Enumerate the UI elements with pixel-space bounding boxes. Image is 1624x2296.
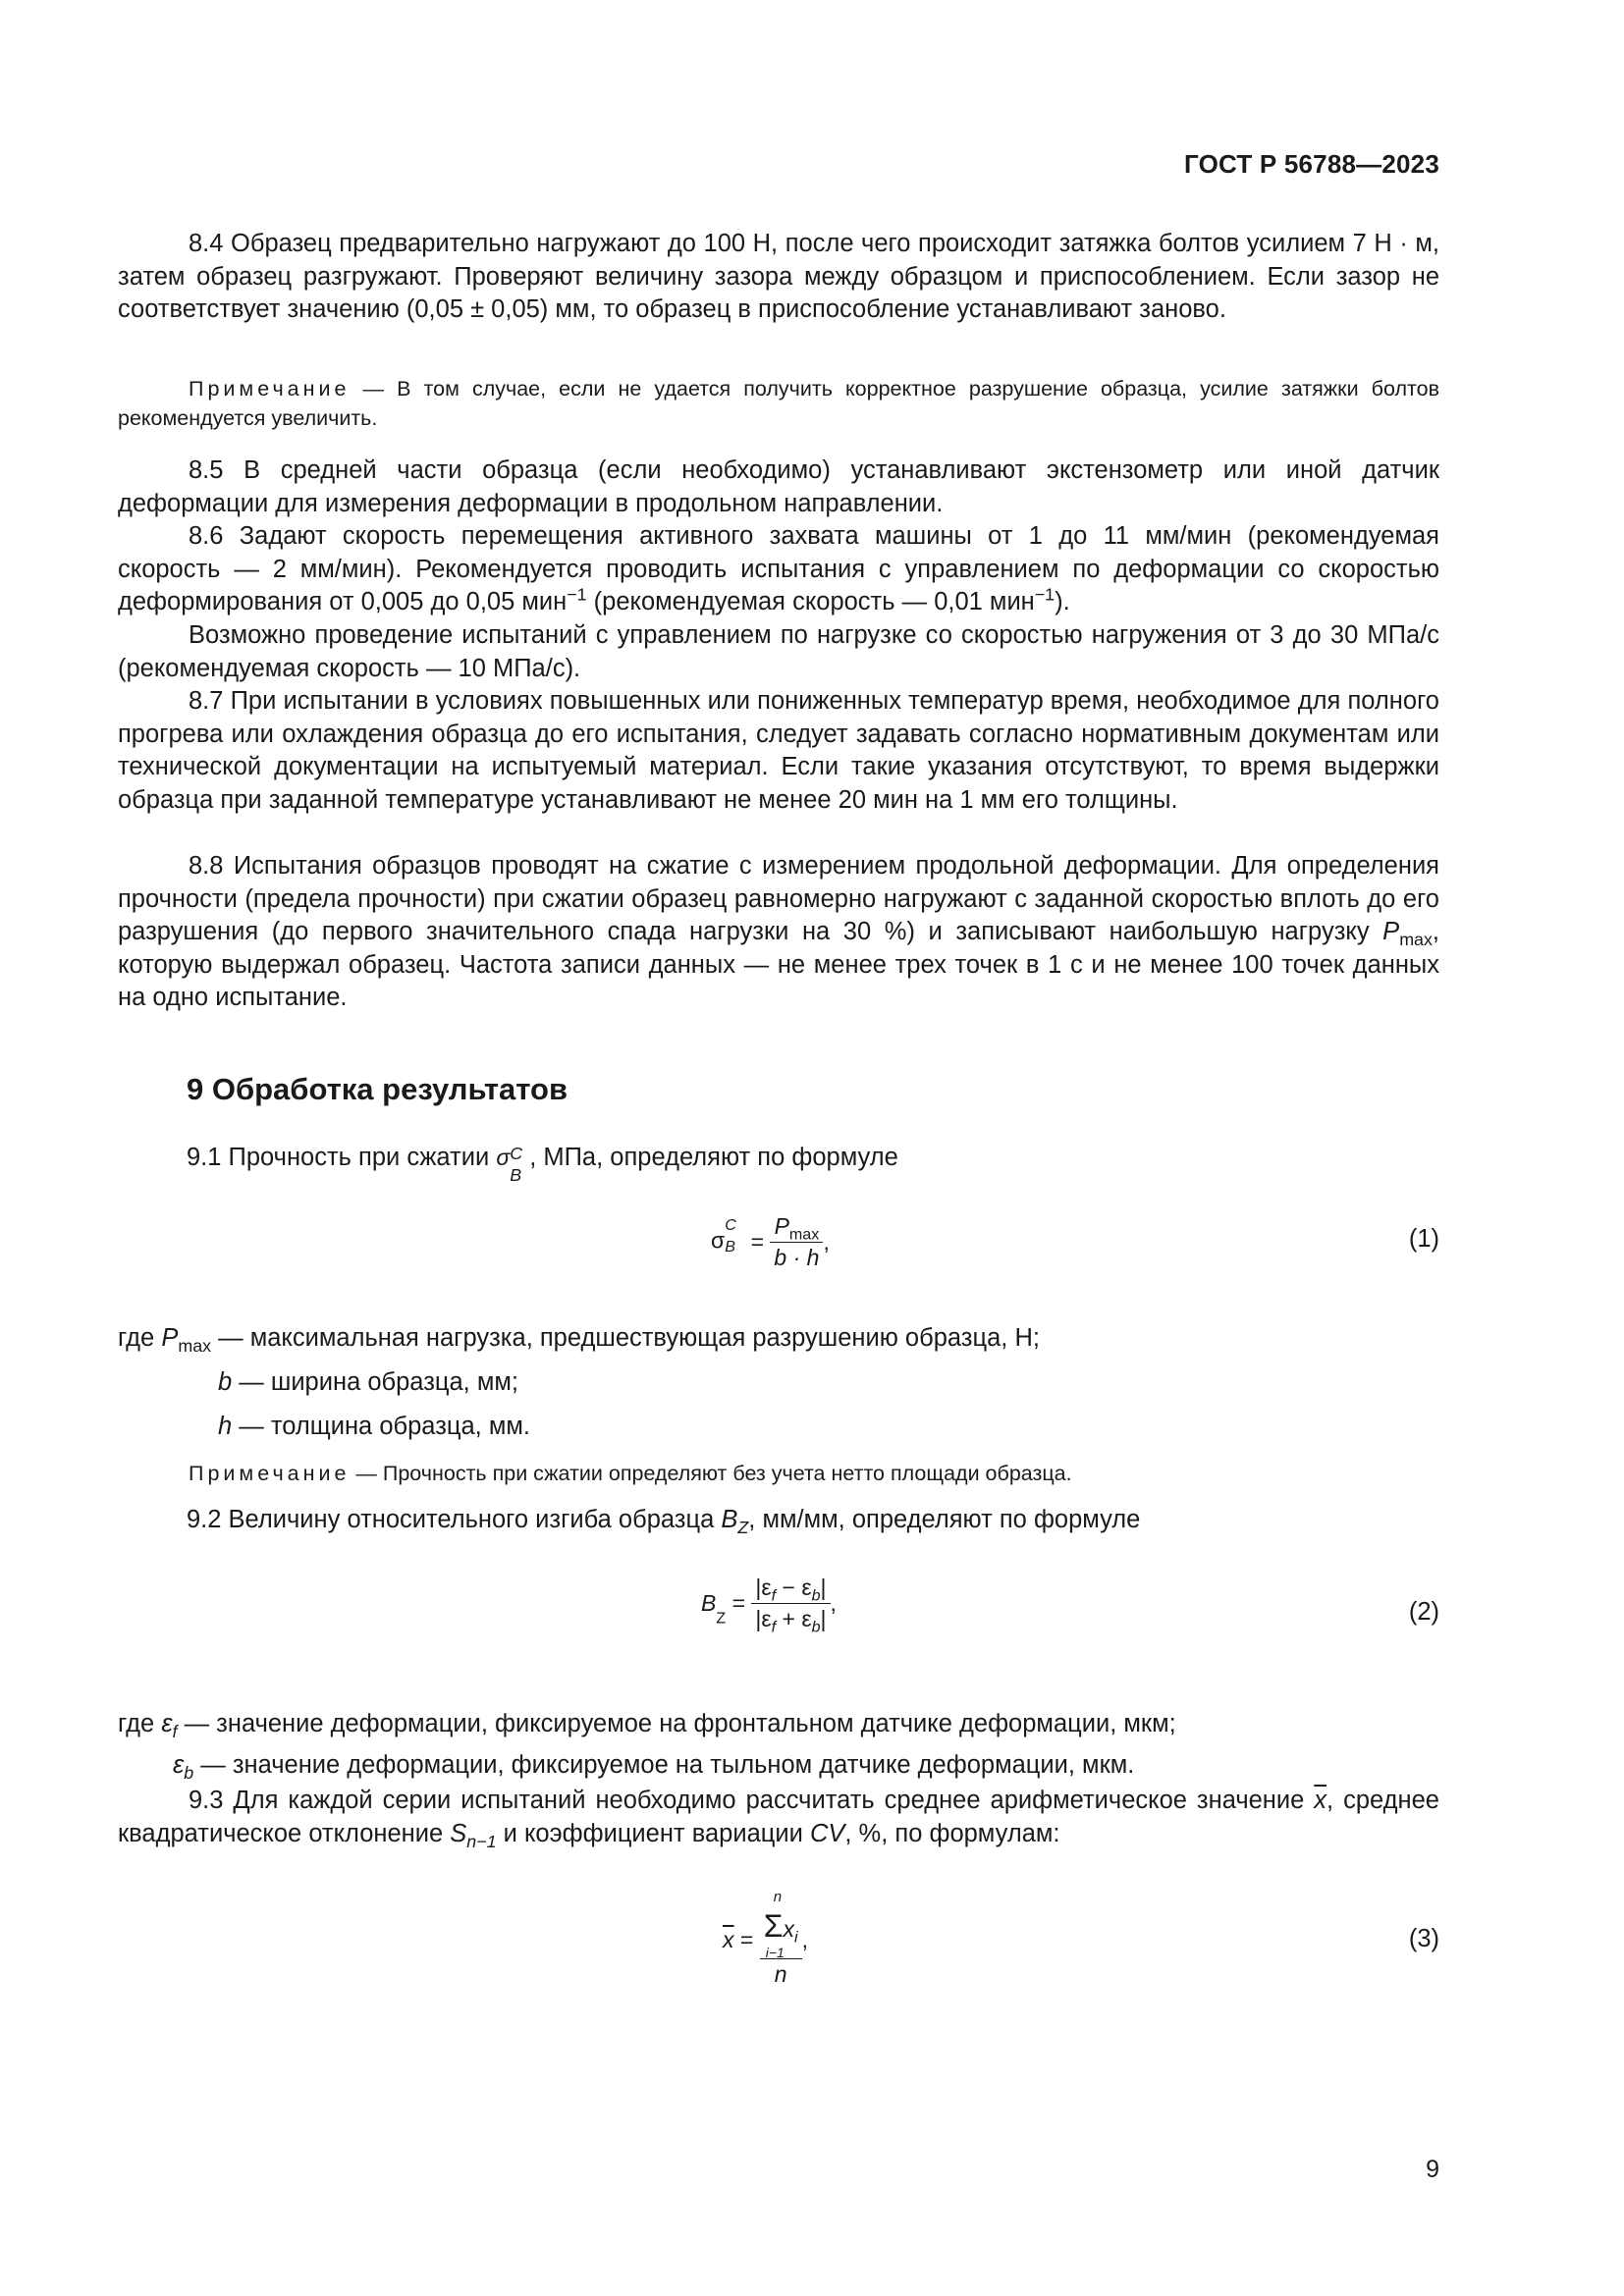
paragraph-8-4: 8.4 Образец предварительно нагружают до 100 Н, после чего происходит затяжка болтов усилием 7 Н · м, затем образец разгружают. Проверяют величину зазора между образцом и приспособлением. Если зазор не соответствует значению (0,05 ± 0,05) мм, то образец в приспособление устанавливают заново.	[118, 230, 1439, 323]
f2-num-1: |ε	[755, 1575, 772, 1600]
where-4-label: где	[118, 1710, 162, 1737]
f1-fraction	[770, 1213, 823, 1271]
paragraph-9-1: 9.1 Прочность при сжатии σ C B , МПа, определяют по формуле	[187, 1144, 898, 1185]
paragraph-9-3	[118, 1785, 1439, 1850]
note-2-label: Примечание	[189, 1462, 351, 1485]
f2-num-f: f	[771, 1586, 777, 1605]
where-b	[218, 1366, 518, 1400]
f1-num-p: P	[774, 1213, 789, 1239]
f3-comma: ,	[801, 1927, 808, 1952]
where-1-text: — максимальная нагрузка, предшествующая разрушению образца, Н;	[211, 1324, 1040, 1352]
bz-subscript: Z	[737, 1518, 749, 1538]
where-5-text: — значение деформации, фиксируемое на тыльном датчике деформации, мкм.	[193, 1751, 1135, 1779]
s-symbol: S	[450, 1819, 467, 1847]
formula-3	[723, 1889, 808, 1988]
f2-denominator	[751, 1604, 830, 1636]
f1-equals: =	[744, 1229, 765, 1255]
paragraph-8-6-part3: ).	[1055, 588, 1070, 615]
paragraph-9-3-part2: , среднее квадратическое отклонение	[118, 1787, 1439, 1847]
where-1-symbol: P	[161, 1324, 179, 1352]
f2-den-mid: + ε	[776, 1606, 812, 1631]
where-pmax	[118, 1322, 1040, 1356]
where-3-symbol: h	[218, 1413, 233, 1440]
f2-comma: ,	[830, 1590, 837, 1616]
note-1-text: — В том случае, если не удается получить корректное разрушение образца, усилие затяжки болтов рекомендуется увеличить.	[118, 377, 1439, 430]
f1-numerator	[770, 1213, 823, 1243]
note-2	[118, 1459, 1439, 1488]
f3-sum-lower: i−1	[765, 1945, 785, 1960]
paragraph-8-6-part1: 8.6 Задают скорость перемещения активного захвата машины от 1 до 11 мм/мин (рекомендуемая скорость — 2 мм/мин). Рекомендуется проводить испытания с управлением по деформации со скоростью деформирования от 0,005 до 0,05 мин	[118, 522, 1439, 615]
f2-den-end: |	[820, 1606, 827, 1631]
paragraph-9-3-part1: 9.3 Для каждой серии испытаний необходимо рассчитать среднее арифметическое значение	[189, 1787, 1315, 1814]
cv-symbol: CV	[809, 1819, 845, 1847]
equation-number-1: (1)	[1408, 1225, 1439, 1253]
f3-xbar: $\overline{x}$	[723, 1927, 734, 1952]
where-4-text: — значение деформации, фиксируемое на фронтальном датчике деформации, мкм;	[177, 1710, 1176, 1737]
where-eps-b	[173, 1749, 1134, 1783]
paragraph-9-3-part3: и коэффициент вариации	[496, 1819, 810, 1847]
where-5-symbol: ε	[173, 1751, 185, 1779]
paragraph-8-8	[118, 850, 1439, 1015]
pmax-subscript: max	[1399, 930, 1433, 950]
f1-sigma: σ	[711, 1227, 726, 1254]
where-1-sub: max	[178, 1336, 212, 1357]
f2-num-b: b	[811, 1586, 821, 1605]
paragraph-8-5: 8.5 В средней части образца (если необходимо) устанавливают экстензометр или иной датчик деформации для измерения деформации в продольном направлении.	[118, 456, 1439, 517]
f3-denominator: n	[774, 1961, 787, 1987]
paragraph-8-6	[118, 520, 1439, 619]
paragraph-8-6-load: Возможно проведение испытаний с управлением по нагрузке со скоростью нагружения от 3 до 30 МПа/с (рекомендуемая скорость — 10 МПа/с).	[118, 621, 1439, 682]
paragraph-8-8-part2: , которую выдержал образец. Частота записи данных — не менее трех точек в 1 с и не менее 100 точек данных на одно испытание.	[118, 918, 1439, 1011]
exponent-1: −1	[567, 584, 587, 605]
bz-symbol: B	[721, 1506, 738, 1533]
f2-den-b: b	[811, 1618, 821, 1636]
f3-sum-upper: n	[773, 1889, 783, 1905]
note-2-text: — Прочность при сжатии определяют без учета нетто площади образца.	[350, 1462, 1072, 1485]
paragraph-9-3-part4: , %, по формулам:	[844, 1819, 1060, 1847]
s-subscript: n−1	[466, 1831, 497, 1851]
where-1-label: где	[118, 1324, 162, 1352]
pmax-symbol: P	[1382, 918, 1400, 945]
f2-num-end: |	[820, 1575, 827, 1600]
exponent-2: −1	[1034, 584, 1056, 605]
equation-number-2: (2)	[1408, 1598, 1439, 1626]
f3-equals: =	[733, 1927, 754, 1952]
paragraph-8-8-part1: 8.8 Испытания образцов проводят на сжатие с измерением продольной деформации. Для определения прочности (предела прочности) при сжатии образец равномерно нагружают с заданной скоростью вплоть до его разрушения (до первого значительного спада нагрузки на 30 %) и записывают наибольшую нагрузку	[118, 852, 1439, 945]
paragraph-9-2-part2: , мм/мм, определяют по формуле	[748, 1506, 1141, 1533]
f2-numerator	[751, 1575, 830, 1604]
f3-fraction	[760, 1889, 802, 1988]
f1-denominator: b · h	[774, 1245, 820, 1270]
f3-sum-sign: Σ	[763, 1908, 784, 1944]
paragraph-9-2	[187, 1504, 1140, 1537]
f2-num-mid: − ε	[776, 1575, 812, 1600]
f2-sub: Z	[716, 1609, 727, 1628]
x-bar-symbol: $\overline{x}$	[1314, 1787, 1327, 1814]
note-1-label: Примечание	[189, 377, 351, 400]
where-3-text: — толщина образца, мм.	[232, 1413, 530, 1440]
f2-den-f: f	[771, 1618, 777, 1636]
formula-2	[701, 1575, 837, 1636]
where-2-symbol: b	[218, 1368, 233, 1396]
equation-number-3: (3)	[1408, 1925, 1439, 1952]
f1-comma: ,	[823, 1229, 830, 1255]
f3-xi: x	[783, 1916, 794, 1942]
paragraph-9-1-part1: 9.1 Прочность при сжатии	[187, 1144, 497, 1171]
paragraph-8-7: 8.7 При испытании в условиях повышенных или пониженных температур время, необходимое для полного прогрева или охлаждения образца до его испытания, следует задавать согласно нормативным документам или технической документации на испытуемый материал. Если такие указания отсутствуют, то время выдержки образца при заданной температуре устанавливают не менее 20 мин на 1 мм его толщины.	[118, 687, 1439, 814]
f2-equals: =	[726, 1590, 746, 1616]
formula-1: σ C B = $\frac{P_{max}}{b \cdot h}$ ,	[711, 1213, 830, 1270]
where-4-sub: f	[172, 1722, 178, 1742]
document-code: ГОСТ Р 56788—2023	[1184, 149, 1439, 179]
f2-fraction	[751, 1575, 830, 1636]
section-9-heading: 9 Обработка результатов	[187, 1072, 568, 1106]
paragraph-8-6-part2: (рекомендуемая скорость — 0,01 мин	[586, 588, 1035, 615]
f1-num-sub: max	[788, 1225, 820, 1244]
paragraph-9-2-part1: 9.2 Величину относительного изгиба образца	[187, 1506, 722, 1533]
f3-numerator	[760, 1889, 802, 1960]
where-2-text: — ширина образца, мм;	[232, 1368, 518, 1396]
paragraph-9-1-part2: , МПа, определяют по формуле	[529, 1144, 898, 1171]
f3-xi-sub: i	[794, 1928, 798, 1947]
where-eps-f	[118, 1708, 1176, 1741]
f2-b: B	[701, 1590, 717, 1616]
where-5-sub: b	[184, 1763, 194, 1784]
page-number: 9	[1426, 2156, 1439, 2183]
sigma-symbol: σ	[496, 1145, 511, 1170]
note-1	[118, 374, 1439, 433]
where-4-symbol: ε	[161, 1710, 173, 1737]
where-h	[218, 1411, 530, 1444]
f2-den-1: |ε	[755, 1606, 772, 1631]
